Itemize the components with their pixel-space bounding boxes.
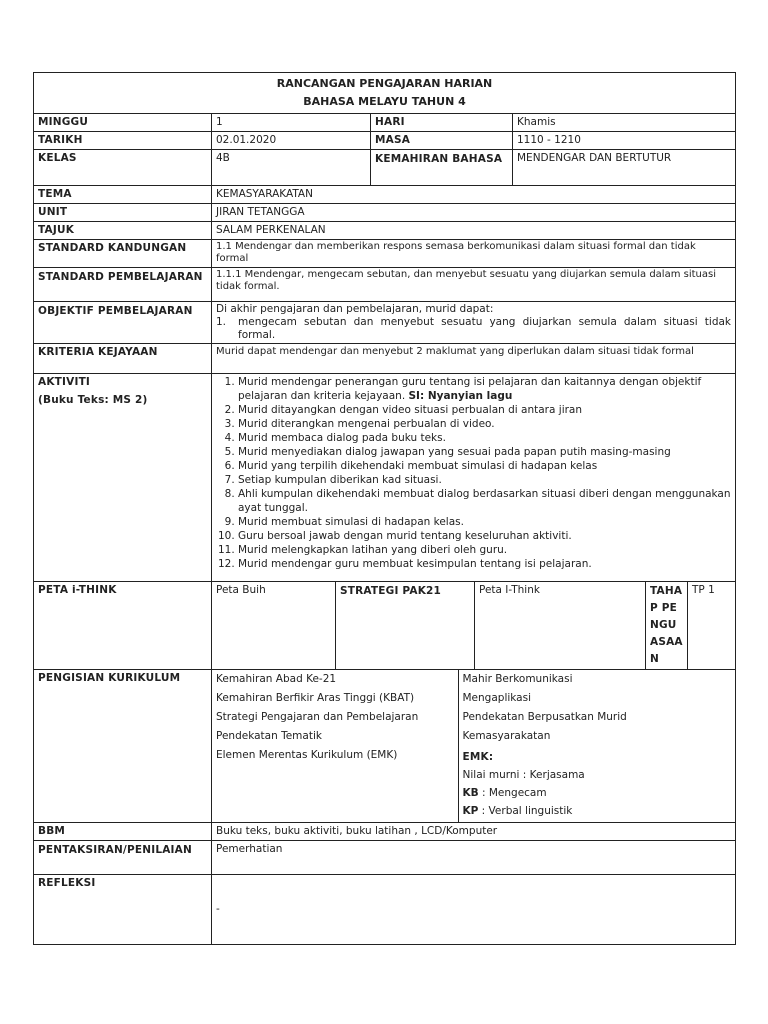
lesson-plan-table [33, 72, 736, 945]
objektif-value [212, 302, 736, 344]
minggu-value: 1 [212, 114, 371, 132]
tema-label: TEMA [34, 186, 212, 204]
aktiviti-item: 12. Murid mendengar guru membuat kesimpulan tentang isi pelajaran. [238, 557, 731, 571]
objektif-label: OBJEKTIF PEMBELAJARAN [34, 302, 212, 344]
aktiviti-item: 9. Murid membuat simulasi di hadapan kelas. [238, 515, 731, 529]
masa-value: 1110 - 1210 [513, 132, 736, 150]
minggu-label: MINGGU [34, 114, 212, 132]
nilai-murni: Nilai murni : Kerjasama [462, 769, 585, 781]
kelas-value: 4B [212, 150, 371, 186]
pentaksiran-value: Pemerhatian [212, 841, 736, 875]
aktiviti-label: AKTIVITI [38, 376, 91, 388]
kriteria-kejayaan-label: KRITERIA KEJAYAAN [34, 344, 212, 374]
pentaksiran-label: PENTAKSIRAN/PENILAIAN [34, 841, 212, 875]
bbm-value: Buku teks, buku aktiviti, buku latihan , LCD/Komputer [212, 823, 736, 841]
kurikulum-r2-left: Kemahiran Berfikir Aras Tinggi (KBAT) [212, 689, 458, 708]
aktiviti-cell [34, 374, 212, 582]
refleksi-label: REFLEKSI [34, 875, 212, 945]
tajuk-value: SALAM PERKENALAN [212, 222, 736, 240]
aktiviti-item: 5. Murid menyediakan dialog jawapan yang sesuai pada papan putih masing-masing [238, 445, 731, 459]
tahap-penguasaan-label: TAHAP PENGUASAAN [646, 582, 688, 670]
objektif-intro: Di akhir pengajaran dan pembelajaran, murid dapat: [216, 303, 494, 315]
kurikulum-r1-left: Kemahiran Abad Ke-21 [212, 670, 458, 689]
objektif-item-number: 1. [216, 316, 227, 328]
aktiviti-sub-label: (Buku Teks: MS 2) [38, 394, 148, 406]
kurikulum-r3-left: Strategi Pengajaran dan Pembelajaran [212, 708, 458, 727]
standard-pembelajaran-value: 1.1.1 Mendengar, mengecam sebutan, dan menyebut sesuatu yang diujarkan semula dalam situasi tidak formal. [212, 268, 736, 302]
standard-pembelajaran-label: STANDARD PEMBELAJARAN [34, 268, 212, 302]
kurikulum-r2-right: Mengaplikasi [462, 692, 531, 704]
kurikulum-r3-right: Pendekatan Berpusatkan Murid [462, 711, 627, 723]
strategi-label: STRATEGI PAK21 [336, 582, 475, 670]
document-title [34, 73, 736, 114]
kurikulum-r4-left: Pendekatan Tematik [212, 727, 458, 746]
kp-line [463, 802, 732, 820]
objektif-item [216, 316, 731, 342]
standard-kandungan-label: STANDARD KANDUNGAN [34, 240, 212, 268]
hari-value: Khamis [513, 114, 736, 132]
aktiviti-list-cell [212, 374, 736, 582]
bbm-label: BBM [34, 823, 212, 841]
peta-ithink-label: PETA i-THINK [34, 582, 212, 670]
kb-label: KB [462, 787, 479, 799]
title-line-1: RANCANGAN PENGAJARAN HARIAN [276, 77, 493, 90]
aktiviti-item: 7. Setiap kumpulan diberikan kad situasi. [238, 473, 731, 487]
emk-label: EMK: [462, 751, 494, 763]
kurikulum-inner-table [212, 670, 735, 822]
aktiviti-item: 3. Murid diterangkan mengenai perbualan di video. [238, 417, 731, 431]
pengisian-kurikulum-label: PENGISIAN KURIKULUM [34, 670, 212, 823]
kb-line [463, 784, 732, 802]
unit-value: JIRAN TETANGGA [212, 204, 736, 222]
tarikh-value: 02.01.2020 [212, 132, 371, 150]
kurikulum-r5-left: Elemen Merentas Kurikulum (EMK) [212, 746, 458, 822]
hari-label: HARI [371, 114, 513, 132]
aktiviti-item [238, 375, 731, 403]
kurikulum-r1-right: Mahir Berkomunikasi [462, 673, 573, 685]
aktiviti-item-highlight: SI: Nyanyian lagu [408, 390, 513, 402]
aktiviti-item: 4. Murid membaca dialog pada buku teks. [238, 431, 731, 445]
kb-value: : Mengecam [478, 787, 547, 799]
tahap-penguasaan-value: TP 1 [688, 582, 736, 670]
kp-label: KP [462, 805, 479, 817]
kp-value: : Verbal linguistik [478, 805, 573, 817]
refleksi-value: - [212, 875, 736, 945]
unit-label: UNIT [34, 204, 212, 222]
tajuk-label: TAJUK [34, 222, 212, 240]
objektif-item-text: mengecam sebutan dan menyebut sesuatu yang diujarkan semula dalam situasi tidak formal. [238, 316, 732, 341]
peta-ithink-value: Peta Buih [212, 582, 336, 670]
aktiviti-item: 2. Murid ditayangkan dengan video situasi perbualan di antara jiran [238, 403, 731, 417]
strategi-value: Peta I-Think [475, 582, 646, 670]
aktiviti-item: 10. Guru bersoal jawab dengan murid tentang keseluruhan aktiviti. [238, 529, 731, 543]
aktiviti-item: 11. Murid melengkapkan latihan yang diberi oleh guru. [238, 543, 731, 557]
standard-kandungan-value: 1.1 Mendengar dan memberikan respons semasa berkomunikasi dalam situasi formal dan tidak formal [212, 240, 736, 268]
aktiviti-list [216, 375, 731, 571]
aktiviti-item-text: Murid mendengar penerangan guru tentang isi pelajaran dan kaitannya dengan objektif pelajaran dan kriteria kejayaan. [238, 376, 702, 402]
kurikulum-r4-right: Kemasyarakatan [462, 730, 551, 742]
kelas-label: KELAS [34, 150, 212, 186]
pengisian-kurikulum-cell [212, 670, 736, 823]
emk-cell [458, 746, 735, 822]
kemahiran-value: MENDENGAR DAN BERTUTUR [513, 150, 736, 186]
lesson-plan-document [33, 72, 735, 945]
tema-value: KEMASYARAKATAN [212, 186, 736, 204]
kriteria-kejayaan-value: Murid dapat mendengar dan menyebut 2 maklumat yang diperlukan dalam situasi tidak formal [212, 344, 736, 374]
tarikh-label: TARIKH [34, 132, 212, 150]
kemahiran-label: KEMAHIRAN BAHASA [371, 150, 513, 186]
masa-label: MASA [371, 132, 513, 150]
aktiviti-item: 8. Ahli kumpulan dikehendaki membuat dialog berdasarkan situasi diberi dengan menggunakan ayat tunggal. [238, 487, 731, 515]
aktiviti-item: 6. Murid yang terpilih dikehendaki membuat simulasi di hadapan kelas [238, 459, 731, 473]
title-line-2: BAHASA MELAYU TAHUN 4 [303, 95, 466, 108]
